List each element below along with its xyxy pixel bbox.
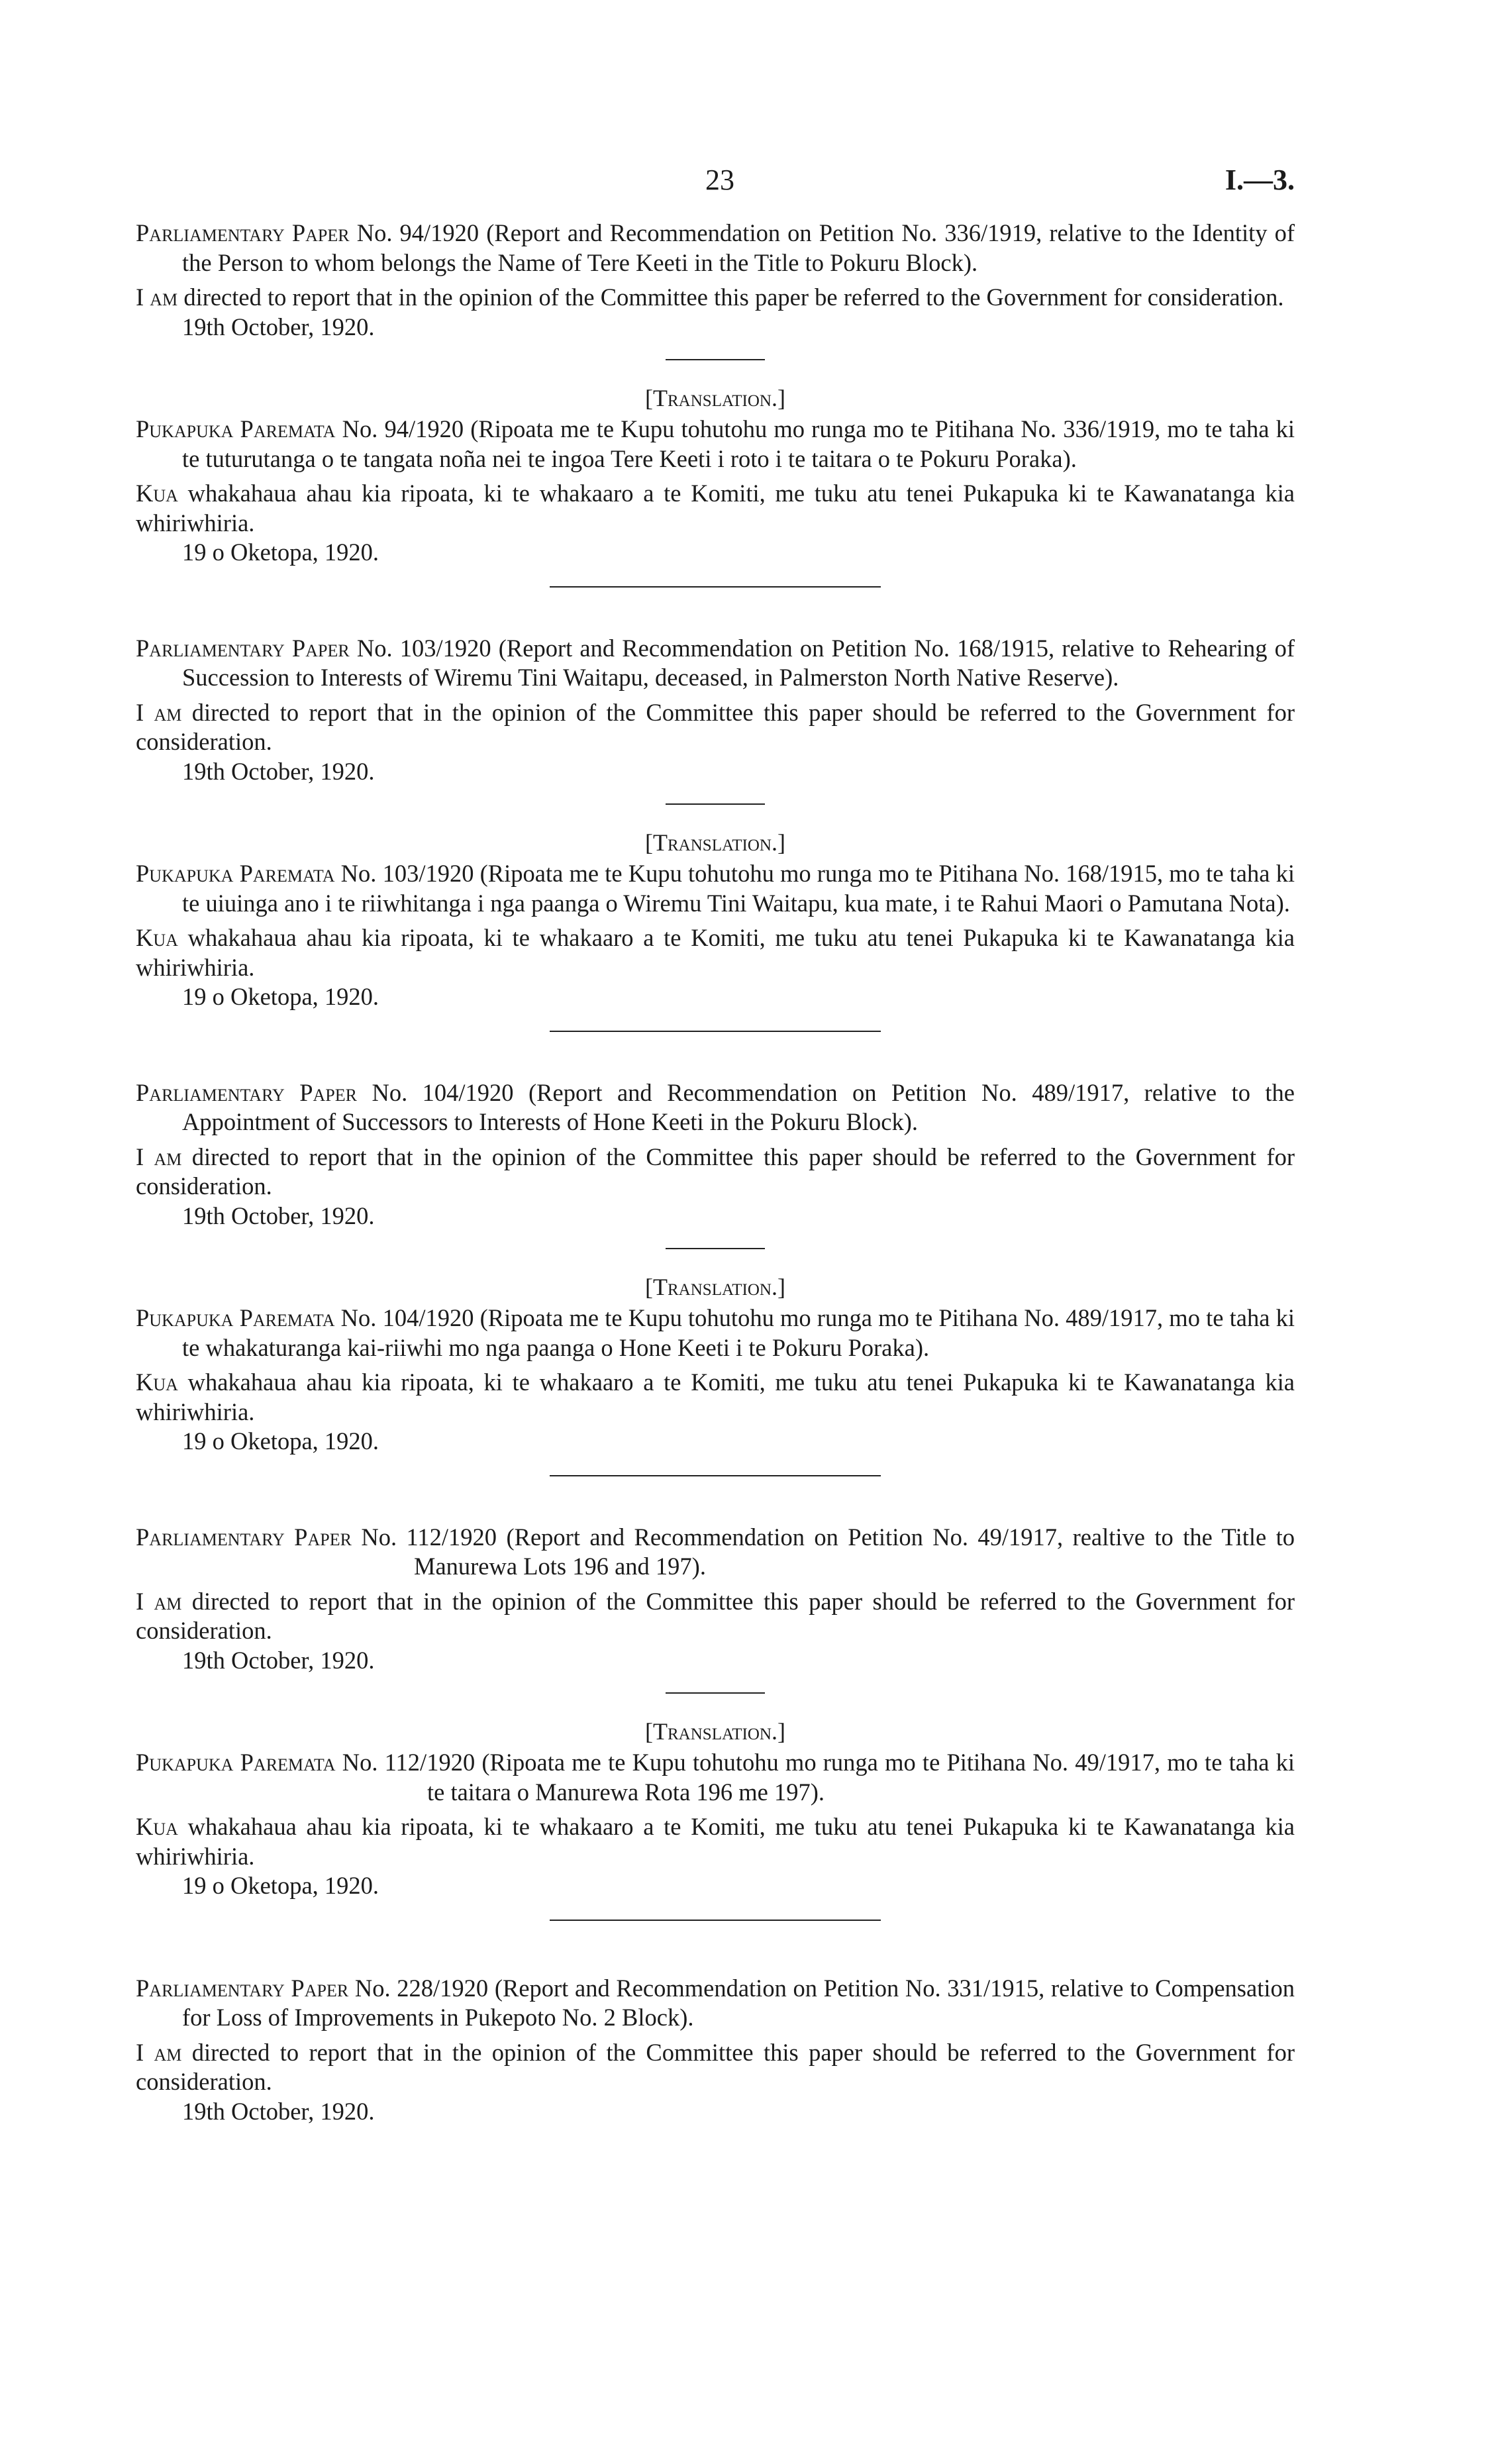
maori-entry [136,1304,1295,1457]
section-divider [550,1031,881,1032]
page-header [136,0,1295,219]
paper-date: 19th October, 1920. [182,757,375,785]
body-text: whakahaua ahau kia ripoata, ki te whakaaro a te Komiti, me tuku atu tenei Pukapuka ki te Kawanatanga kia whiriwhiria. [136,924,1295,981]
section-divider [550,1475,881,1476]
body-lead: I am [136,1587,182,1615]
body-lead: I am [136,1143,182,1170]
section-divider [550,586,881,588]
body-text: directed to report that in the opinion of the Committee this paper should be referred to the Government for consideration. [136,1587,1295,1644]
heading-text: No. 103/1920 (Ripoata me te Kupu tohutohu mo runga mo te Pitihana No. 168/1915, mo te taha ki te uiuinga ano i te riiwhitanga i nga paanga o Wiremu Tini Waitapu, kua mate, i te Rahui Maori o Pamutana Nota). [182,860,1295,917]
short-divider [666,359,765,360]
paper-section [136,219,1295,588]
heading-text: No. 94/1920 (Ripoata me te Kupu tohutohu mo runga mo te Pitihana No. 336/1919, mo te taha ki te tuturutanga o te tangata noña nei te ingoa Tere Keeti i roto i te taitara o te Pokuru Poraka). [182,415,1295,472]
paper-body [136,2038,1295,2097]
paper-date: 19 o Oketopa, 1920. [182,1872,379,1899]
section-divider [550,1920,881,1921]
paper-date: 19 o Oketopa, 1920. [182,983,379,1010]
paper-heading [136,634,1295,693]
body-lead: Kua [136,480,178,507]
paper-body [136,1812,1295,1871]
paper-section [136,1078,1295,1476]
body-text: directed to report that in the opinion of the Committee this paper should be referred to the Government for consideration. [136,1143,1295,1200]
translation-label: [Translation.] [645,829,785,856]
paper-section [136,1974,1295,2127]
paper-body [136,1143,1295,1202]
heading-text: No. 103/1920 (Report and Recommendation on Petition No. 168/1915, relative to Rehearing of Succession to Interests of Wiremu Tini Waitapu, deceased, in Palmerston North Native Reserve). [182,634,1295,691]
translation-label: [Translation.] [645,385,785,411]
paper-heading [136,859,1295,918]
body-text: whakahaua ahau kia ripoata, ki te whakaaro a te Komiti, me tuku atu tenei Pukapuka ki te Kawanatanga kia whiriwhiria. [136,480,1295,537]
heading-lead: Pukapuka Paremata [136,860,335,887]
body-text: directed to report that in the opinion of the Committee this paper should be referred to the Government for consideration. [136,698,1295,755]
paper-body [136,1587,1295,1646]
paper-heading [136,1748,1295,1807]
body-text: whakahaua ahau kia ripoata, ki te whakaaro a te Komiti, me tuku atu tenei Pukapuka ki te Kawanatanga kia whiriwhiria. [136,1368,1295,1425]
paper-date: 19th October, 1920. [182,2097,375,2125]
heading-text: No. 94/1920 (Report and Recommendation on Petition No. 336/1919, relative to the Identity of the Person to whom belongs the Name of Tere Keeti in the Title to Pokuru Block). [182,219,1295,276]
paper-section [136,1523,1295,1921]
translation-label: [Translation.] [645,1274,785,1300]
paper-date: 19 o Oketopa, 1920. [182,539,379,566]
body-text: directed to report that in the opinion of the Committee this paper be referred to the Government for consideration. [177,283,1284,311]
paper-heading [136,1523,1295,1582]
maori-entry [136,859,1295,1012]
paper-heading [136,1974,1295,2033]
body-lead: I am [136,283,178,311]
heading-lead: Parliamentary Paper [136,219,350,246]
english-entry [136,1078,1295,1231]
heading-text: No. 104/1920 (Report and Recommendation on Petition No. 489/1917, relative to the Appointment of Successors to Interests of Hone Keeti in the Pokuru Block). [182,1078,1295,1135]
paper-heading [136,219,1295,278]
page-number: 23 [705,164,734,196]
paper-date: 19 o Oketopa, 1920. [182,1427,379,1455]
translation-label: [Translation.] [645,1718,785,1745]
paper-body [136,698,1295,757]
body-lead: I am [136,698,182,726]
paper-body [136,1368,1295,1427]
body-lead: Kua [136,1368,178,1396]
heading-text: No. 104/1920 (Ripoata me te Kupu tohutohu mo runga mo te Pitihana No. 489/1917, mo te taha ki te whakaturanga kai-riiwhi mo nga paanga o Hone Keeti i te Pokuru Poraka). [182,1304,1295,1361]
body-text: whakahaua ahau kia ripoata, ki te whakaaro a te Komiti, me tuku atu tenei Pukapuka ki te Kawanatanga kia whiriwhiria. [136,1813,1295,1870]
document-page [136,0,1295,2126]
english-entry [136,1523,1295,1676]
paper-body [136,923,1295,982]
heading-lead: Parliamentary Paper [136,1078,357,1106]
english-entry [136,219,1295,342]
short-divider [666,803,765,805]
heading-text: No. 112/1920 (Ripoata me te Kupu tohutohu mo runga mo te Pitihana No. 49/1917, mo te taha ki te taitara o Manurewa Rota 196 me 197). [335,1749,1295,1806]
heading-lead: Pukapuka Paremata [136,1304,335,1331]
body-lead: I am [136,2038,182,2066]
heading-text: No. 228/1920 (Report and Recommendation on Petition No. 331/1915, relative to Compensation for Loss of Improvements in Pukepoto No. 2 Block). [182,1974,1295,2031]
heading-lead: Parliamentary Paper [136,634,350,662]
paper-heading [136,1078,1295,1137]
paper-heading [136,415,1295,474]
paper-date: 19th October, 1920. [182,313,375,340]
series-number: I.—3. [1225,164,1295,196]
heading-lead: Parliamentary Paper [136,1523,352,1551]
paper-body [136,479,1295,538]
paper-date: 19th October, 1920. [182,1646,375,1674]
heading-text: No. 112/1920 (Report and Recommendation on Petition No. 49/1917, realtive to the Title to Manurewa Lots 196 and 197). [351,1523,1295,1580]
body-text: directed to report that in the opinion of the Committee this paper should be referred to the Government for consideration. [136,2038,1295,2095]
short-divider [666,1692,765,1694]
paper-date: 19th October, 1920. [182,1202,375,1229]
paper-section [136,634,1295,1032]
heading-lead: Parliamentary Paper [136,1974,349,2002]
heading-lead: Pukapuka Paremata [136,415,336,442]
maori-entry [136,1748,1295,1901]
body-lead: Kua [136,924,178,951]
heading-lead: Pukapuka Paremata [136,1749,336,1776]
body-lead: Kua [136,1813,178,1840]
english-entry [136,1974,1295,2127]
maori-entry [136,415,1295,568]
english-entry [136,634,1295,787]
paper-heading [136,1304,1295,1362]
short-divider [666,1248,765,1249]
paper-body [136,283,1295,313]
